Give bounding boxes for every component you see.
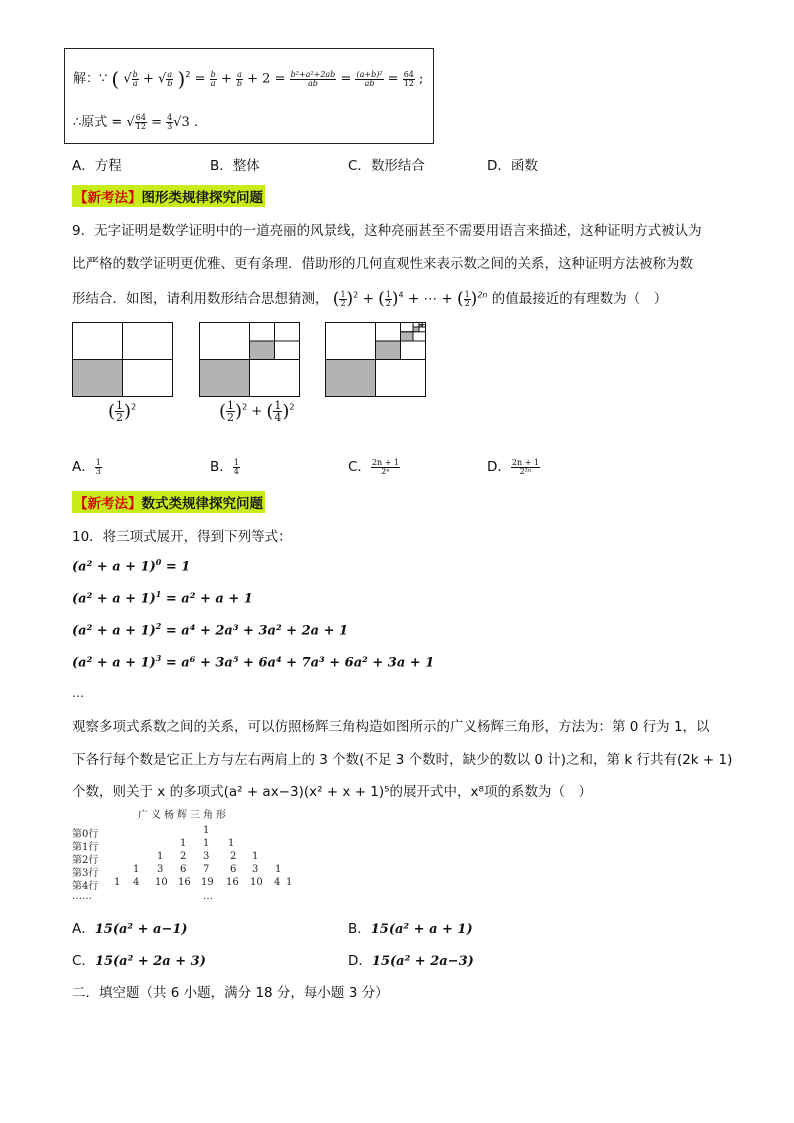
section-title-graphic-pattern [72, 185, 265, 207]
q10-option-a[interactable] [72, 917, 188, 937]
bracket-close: 】 [128, 190, 142, 206]
triangle-cell: 3 [252, 864, 259, 875]
option-letter: D． [487, 158, 511, 174]
option-text: 方程 [94, 158, 122, 174]
option-text: 整体 [232, 158, 260, 174]
triangle-cell: 3 [157, 864, 164, 875]
q10-para-3: 个数，则关于 x 的多项式(a² + ax−3)(x² + x + 1)⁵的展开式中，x⁸项的系数为（ ） [72, 784, 592, 800]
q8-option-c[interactable] [348, 154, 425, 174]
q8-option-a[interactable] [72, 154, 122, 174]
option-text: 函数 [510, 158, 538, 174]
q8-option-d[interactable] [487, 154, 538, 174]
q9-option-c[interactable]: C． $\frac{2n + 1}{\text{2ⁿ}}$ [348, 457, 400, 476]
option-letter: B． [348, 921, 371, 937]
triangle-cell: 4 [133, 877, 140, 888]
bracket-open: 【 [74, 496, 88, 512]
q9-option-b[interactable]: B． $\frac{1}{4}$ [210, 457, 239, 476]
solution-line-2: ∴原式 = √ $\frac{64}{12}$ = $\frac{4}{3}$ √3 . [73, 113, 199, 131]
solution-prefix: 解：∵ [73, 71, 108, 87]
triangle-cell: 4 [274, 877, 281, 888]
row-label: 第2行 [72, 855, 99, 866]
fill-in-section-heading: 二．填空题（共 6 小题，满分 18 分，每小题 3 分） [72, 985, 389, 1001]
section-tag: 新考法 [87, 190, 128, 206]
option-text: 15(a² + a−1) [94, 922, 188, 937]
triangle-cell: 1 [228, 838, 235, 849]
q10-option-d[interactable] [348, 949, 474, 969]
figure-2 [200, 323, 300, 397]
expansion-0: $(a^2 + a + 1)^0 = 1$ [72, 557, 191, 575]
q9-figures [72, 322, 432, 398]
q10-para-1: 观察多项式系数之间的关系，可以仿照杨辉三角构造如图所示的广义杨辉三角形，方法为：第 0 行为 1，以 [72, 719, 710, 735]
q9-option-d[interactable]: D． $\frac{2n + 1}{\text{2²ⁿ}}$ [487, 457, 540, 476]
q9-line-3: 形结合．如图，请利用数形结合思想猜测， ( $\frac{1}{2}$ )$^2$ + ( $\frac{1}{2}$ )$^4$ + ⋯ + ( $\frac{1}{2}$ )$^{2n}$ 的值最接近的有理数为（ ） [72, 289, 668, 309]
triangle-cell: 1 [114, 877, 121, 888]
triangle-cell: 7 [203, 864, 210, 875]
option-text: 数形结合 [370, 158, 425, 174]
option-letter: A． [72, 158, 95, 174]
solution-line-1: 解：∵ ( √ $\frac{b}{a}$ + √ $\frac{a}{b}$ )$^2$ = $\frac{b}{a}$ + $\frac{a}{b}$ + 2 = $\frac{\text{b²+a²+2ab}}{ab}$ = $\frac{\text{(a+b)²}}{ab}$ = $\frac{64}{12}$ ; [73, 67, 424, 91]
triangle-cell: 1 [203, 825, 210, 836]
solution-box [64, 48, 434, 144]
bracket-close: 】 [128, 496, 142, 512]
row-label: 第4行 [72, 881, 99, 892]
option-letter: C． [348, 459, 371, 475]
row-label: 第3行 [72, 868, 99, 879]
bracket-open: 【 [74, 190, 88, 206]
section-tag: 新考法 [87, 496, 128, 512]
triangle-cell: 1 [275, 864, 282, 875]
triangle-cell: 19 [201, 877, 214, 888]
triangle-cell: 1 [286, 877, 293, 888]
option-letter: C． [348, 158, 371, 174]
triangle-cell: 1 [203, 838, 210, 849]
option-text: 15(a² + 2a−3) [371, 954, 474, 969]
q10-intro: 10．将三项式展开，得到下列等式： [72, 529, 292, 545]
triangle-cell: 2 [180, 851, 187, 862]
figure-1 [73, 323, 173, 397]
section-title-algebraic-pattern [72, 491, 265, 513]
option-text: 15(a² + 2a + 3) [94, 954, 206, 969]
section-title-text: 数式类规律探究问题 [141, 496, 263, 512]
option-letter: A． [72, 921, 95, 937]
triangle-title: 广义杨辉三角形 [138, 810, 229, 821]
figure-2-caption: ( $\frac{1}{2}$ )$^2$ + ( $\frac{1}{4}$ )$^2$ [219, 399, 295, 424]
row-label: 第1行 [72, 842, 99, 853]
q10-para-2: 下各行每个数是它正上方与左右两肩上的 3 个数(不足 3 个数时，缺少的数以 0 计)之和，第 k 行共有(2k + 1) [72, 752, 733, 768]
triangle-cell: 6 [180, 864, 187, 875]
q9-line3-start: 形结合．如图，请利用数形结合思想猜测， [72, 291, 329, 307]
option-letter: B． [210, 158, 233, 174]
option-text: 15(a² + a + 1) [370, 922, 473, 937]
q9-line-2: 比严格的数学证明更优雅、更有条理．借助形的几何直观性来表示数之间的关系，这种证明方法被称为数 [72, 256, 693, 272]
triangle-cell: 16 [226, 877, 239, 888]
solution-line2-prefix: ∴原式 = [73, 115, 123, 130]
q9-line3-end: 的值最接近的有理数为（ ） [491, 291, 668, 307]
q10-option-b[interactable] [348, 917, 473, 937]
expansion-1: $(a^2 + a + 1)^1 = a^2 + a + 1$ [72, 589, 253, 607]
expansion-2: $(a^2 + a + 1)^2 = a^4 + 2a^3 + 3a^2 + 2a + 1$ [72, 621, 349, 639]
triangle-cell: 10 [250, 877, 263, 888]
triangle-cell: 3 [203, 851, 210, 862]
q8-option-b[interactable] [210, 154, 260, 174]
q9-option-a[interactable]: A． $\frac{1}{3}$ [72, 457, 101, 476]
row-label: 第0行 [72, 829, 99, 840]
triangle-cell: 6 [230, 864, 237, 875]
section-title-text: 图形类规律探究问题 [141, 190, 263, 206]
triangle-cell: 1 [157, 851, 164, 862]
figure-1-caption: ( $\frac{1}{2}$ )$^2$ [108, 399, 137, 424]
q9-line-1: 9．无字证明是数学证明中的一道亮丽的风景线，这种亮丽甚至不需要用语言来描述，这种证明方式被认为 [72, 223, 702, 239]
triangle-cell: 10 [155, 877, 168, 888]
expansion-3: $(a^2 + a + 1)^3 = a^6 + 3a^5 + 6a^4 + 7a^3 + 6a^2 + 3a + 1$ [72, 653, 435, 671]
triangle-cell: 1 [180, 838, 187, 849]
row-label: …… [72, 891, 92, 902]
option-letter: D． [487, 459, 511, 475]
triangle-ellipsis: … [203, 891, 213, 902]
ellipsis: … [72, 686, 84, 700]
q10-option-c[interactable] [72, 949, 206, 969]
figure-3 [326, 323, 426, 397]
option-letter: B． [210, 459, 233, 475]
option-letter: C． [72, 953, 95, 969]
triangle-cell: 16 [178, 877, 191, 888]
triangle-cell: 2 [230, 851, 237, 862]
option-letter: A． [72, 459, 95, 475]
triangle-cell: 1 [252, 851, 259, 862]
option-letter: D． [348, 953, 372, 969]
triangle-cell: 1 [133, 864, 140, 875]
